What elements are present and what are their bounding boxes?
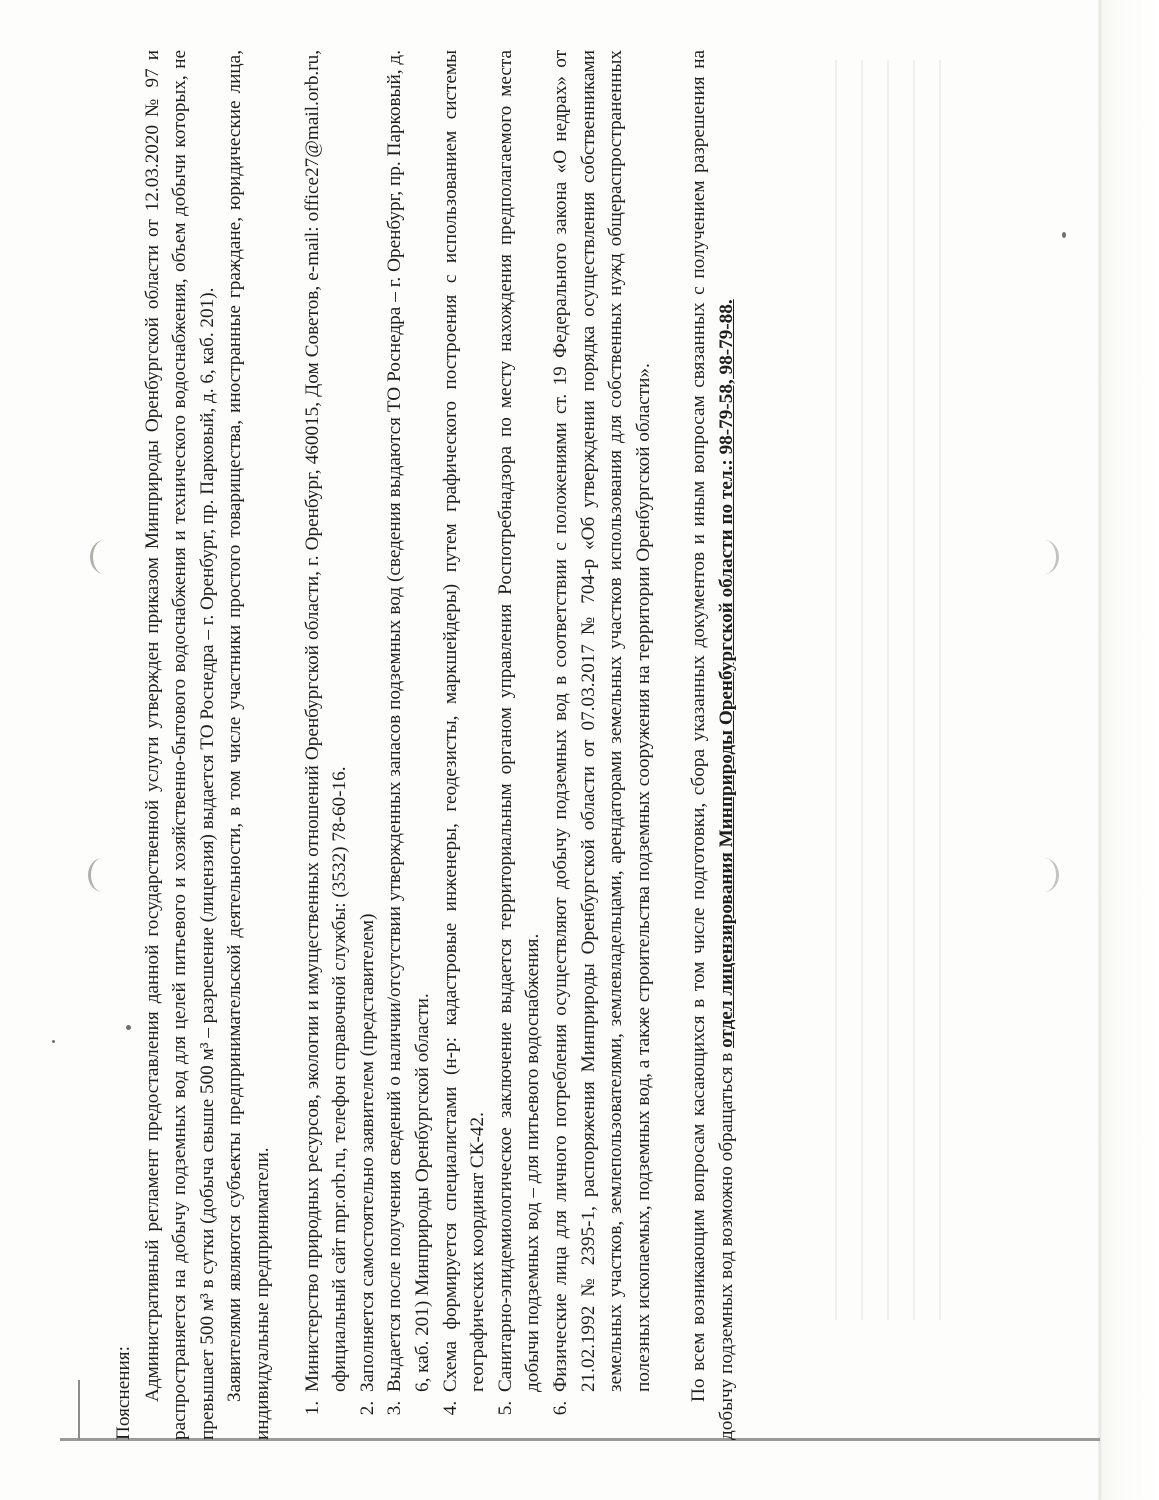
notes-heading: Пояснения:	[113, 1346, 134, 1440]
document-body	[110, 50, 740, 1440]
scan-speck	[1062, 232, 1066, 238]
closing-text: По всем возникающим вопросам касающихся в том числе подготовки, сбора указанных документов и иным вопросам связанных с получением разрешения на добычу подземных вод возможно обращаться в	[688, 50, 737, 1440]
note-item: 1. Министерство природных ресурсов, экологии и имущественных отношений Оренбургской области, г. Оренбург, 460015, Дом Советов, e-mail: office27@mail.orb.ru, официальный сайт mpr.orb.ru, телефон справочной службы: (3532) 78-60-16.	[299, 50, 354, 1396]
regulation-paragraph: Административный регламент предоставления данной государственной услуги утвержден приказом Минприроды Оренбургской области от 12.03.2020 № 97 и распространяется на добычу подземных вод для целей питьевого и хозяйственно-бытового водоснабжения и технического водоснабжения, объем добычи которых, не превышает 500 м³ в сутки (добыча свыше 500 м³ – разрешение (лицензия) выдается ТО Роснедра – г. Оренбург, пр. Парковый, д. 6, каб. 201).	[141, 50, 218, 1440]
note-item: 6. Физические лица для личного потребления осуществляют добычу подземных вод в соответствии с положениями ст. 19 Федерального закона «О недрах» от 21.02.1992 № 2395-1, распоряжения Минприроды Оренбургской области от 07.03.2017 № 704-р «Об утверждении порядка осуществления собственниками земельных участков, землепользователями, землевладельцами, арендаторами земельных участков использования для собственных нужд общераспространенных полезных ископаемых, подземных вод, а также строительства подземных сооружения на территории Оренбургской области».	[547, 50, 657, 1396]
closing-paragraph	[685, 50, 740, 1440]
scanner-page-edge	[1098, 0, 1159, 1500]
note-item: 4. Схема формируется специалистами (н-р: кадастровые инженеры, геодезисты, маркшейдеры) путем графического построения с использованием системы географических координат СК-42.	[437, 50, 492, 1396]
scanner-left-edge	[78, 1380, 80, 1440]
rotated-page	[110, 50, 830, 1440]
bleed-through-text	[835, 60, 955, 1320]
applicants-paragraph: Заявителями являются субъекты предпринимательской деятельности, в том числе участники простого товарищества, иностранные граждане, юридические лица, индивидуальные предприниматели.	[224, 50, 273, 1440]
note-item: 5. Санитарно-эпидемиологическое заключение выдается территориальным органом управления Роспотребнадзора по месту нахождения предполагаемого места добычи подземных вод – для питьевого водоснабжения.	[492, 50, 547, 1396]
hole-punch-mark	[1030, 540, 1059, 574]
notes-list	[299, 50, 658, 1440]
hole-punch-mark	[1030, 858, 1059, 892]
note-item: 3. Выдается после получения сведений о наличии/отсутствии утвержденных запасов подземных вод (сведения выдаются ТО Роснедра – г. Оренбург, пр. Парковый, д. 6, каб. 201) Минприроды Оренбургской области.	[381, 50, 436, 1396]
scan-speck	[52, 1040, 55, 1043]
note-item: 2. Заполняется самостоятельно заявителем (представителем)	[354, 50, 382, 1396]
licensing-department-contacts: отдел лицензирования Минприроды Оренбургской области по тел.: 98-79-58, 98-79-88.	[715, 299, 737, 1048]
